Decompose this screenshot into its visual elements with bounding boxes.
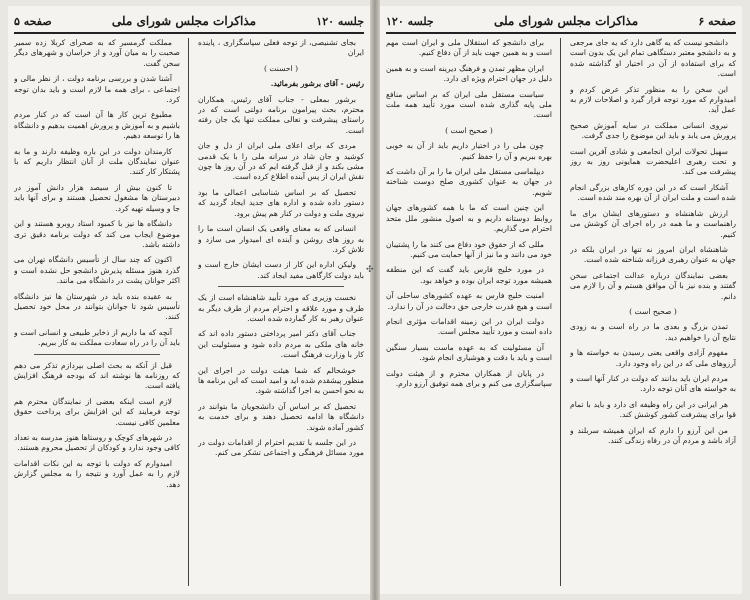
paragraph: سیاست مستقل ملی ایران که بر اساس منافع ملی پایه گذاری شده است مورد تأیید همه ملت است.	[386, 89, 552, 120]
crosshair-mark-icon: ✣	[366, 265, 374, 275]
session-label: جلسه ۱۲۰	[386, 14, 434, 28]
paragraph: در پایان از همکاران محترم و از هیئت دولت سپاسگزاری می کنم و برای همه توفیق آرزو دارم.	[386, 368, 552, 388]
paragraph: دیپلماسی مستقل ملی ایران ما را بر آن داشت که در جهان به عنوان کشوری صلح دوست شناخته شویم.	[386, 167, 552, 197]
paragraph: امنیت خلیج فارس به عهده کشورهای ساحلی آن است و هیچ قدرت خارجی حق دخالت در آن را ندارد.	[386, 291, 552, 311]
paragraph: نیروی انسانی مملکت در سایه آموزش صحیح پرورش می یابد و باید این موضوع را جدی گرفت.	[570, 120, 736, 141]
page-header	[14, 10, 364, 34]
paragraph: برشور بمعلی - جناب آقای رئیس، همکاران محترم، بحث پیرامون برنامه دولتی است که در راستای پیشرفت و تعالی مملکت تنها یک جان رفته است.	[198, 94, 364, 135]
section-divider	[218, 286, 344, 287]
paragraph: شاهنشاه ایران امروز نه تنها در ایران بلکه در جهان به عنوان رهبری فرزانه شناخته شده است.	[570, 244, 736, 265]
paragraph: مردم ایران باید بدانند که دولت در کنار آنها است و به خواسته های آنان توجه دارد.	[570, 373, 736, 394]
paragraph: برای دانشجو که استقلال ملی و ایران است مهم است و به همین جهت باید از آن دفاع کنیم.	[386, 38, 552, 58]
paragraph: چون ملی را در اختیار داریم باید از آن به خوبی بهره ببریم و آن را حفظ کنیم.	[386, 141, 552, 161]
column-right	[198, 38, 364, 588]
paragraph: مملکت گرمسیر که به صحرای کربلا زده سمیر صحبت را به میان آورد و از خراسان و شهرهای دیگر سخن گفت.	[14, 38, 180, 68]
paragraph: لازم است اینکه بعضی از نمایندگان محترم هم توجه فرمایند که این افزایش برای پرداخت حقوق معلمین کافی نیست.	[14, 396, 180, 427]
paragraph: تحصیل که بر اساس آن دانشجویان ما بتوانند در دانشگاه ها ادامه تحصیل دهند و برای خدمت به کشور آماده شوند.	[198, 401, 364, 432]
interjection: ( صحیح است )	[445, 125, 493, 135]
page-title: مذاکرات مجلس شورای ملی	[111, 14, 257, 28]
column-left	[386, 38, 552, 588]
paragraph: امیدوارم که دولت با توجه به این نکات اقدامات لازم را به عمل آورد و نتیجه را به مجلس گزارش دهد.	[14, 458, 180, 489]
paragraph: آشکار است که در این دوره کارهای بزرگی انجام شده است و ملت ایران از آن بهره مند شده است.	[570, 182, 736, 203]
column-rule	[560, 38, 561, 586]
interjection: ( صحیح است )	[629, 306, 677, 316]
paragraph: مللی که از حقوق خود دفاع می کنند ما را پشتیبان خود می دانند و ما نیز از آنها حمایت می کنیم.	[386, 239, 552, 259]
paragraph: ایران مظهر تمدن و فرهنگ دیرینه است و به همین دلیل در جهان احترام ویژه ای دارد.	[386, 63, 552, 84]
paragraph: تحصیل که بر اساس شناسایی اعمالی ما بود دستور داده شده و اداره های جدید ایجاد گردید که نیروی ملت و دولت در کنار هم پیش برود.	[198, 187, 364, 218]
interjection: ( احسنت )	[263, 63, 299, 73]
paragraph: این سخن را به منظور تذکر عرض کردم و امیدوارم که مورد توجه قرار گیرد و اصلاحات لازم به عمل آید.	[570, 84, 736, 115]
paragraph: این چنین است که ما با همه کشورهای جهان روابط دوستانه داریم و به اصول منشور ملل متحد احترام می گذاریم.	[386, 203, 552, 234]
paragraph: خوشحالم که شما هیئت دولت در اجرای این منظور پیشقدم شده اید و امید است که این برنامه ها به نحو احسن به اجرا گذاشته شود.	[198, 365, 364, 396]
paragraph: انسانی که به معنای واقعی یک انسان است ما را به روز های روشن و آینده ای امیدوار می سازد و تلاش کرد.	[198, 224, 364, 254]
paragraph: بعضی نمایندگان درباره عدالت اجتماعی سخن گفتند و بنده نیز با آن موافق هستم و آن را لازم می دانم.	[570, 270, 736, 301]
section-divider	[34, 354, 160, 355]
paragraph: قبل از آنکه به بحث اصلی بپردازم تذکر می دهم که روزنامه ها نوشته اند که بودجه فرهنگ افزایش یافته است.	[14, 360, 180, 391]
page-title: مذاکرات مجلس شورای ملی	[493, 14, 639, 28]
paragraph: دولت ایران در این زمینه اقدامات مؤثری انجام داده است و مورد تأیید مجلس است.	[386, 316, 552, 337]
paragraph: تا کنون بیش از سیصد هزار دانش آموز در دبیرستان ها مشغول تحصیل هستند و برای آنها باید جا و وسیله تهیه کرد.	[14, 182, 180, 213]
paragraph: آن مسئولیت که به عهده ماست بسیار سنگین است و باید با دقت و هوشیاری انجام شود.	[386, 342, 552, 363]
paragraph: نخست وزیری که مورد تأیید شاهنشاه است از یک طرف و مورد علاقه و احترام مردم از طرف دیگر به عنوان رهبر به کار گمارده شده است.	[198, 293, 364, 323]
paragraph: تمدن بزرگ و بعدی ما در راه است و به زودی نتایج آن را خواهیم دید.	[570, 322, 736, 342]
column-rule	[188, 38, 189, 586]
page-number: صفحه ۵	[14, 14, 52, 28]
paragraph: بجای تشنیصی، از توجه فعلی سپاسگزاری ، پاینده ایران	[198, 38, 364, 58]
column-right	[570, 38, 736, 588]
speaker-line: رئیس - آقای برشور بفرمائید.	[270, 79, 364, 89]
paragraph: مفهوم آزادی واقعی یعنی رسیدن به خواسته ها و آرزوهای ملی که در این راه وجود دارد.	[570, 348, 736, 368]
paragraph: ولیکن اداره این کار از دست ایشان خارج است و باید دولت کارگاهی مفید ایجاد کند.	[198, 260, 364, 280]
paragraph: دانشجو نیست که یه گاهی دارد که یه جای مرجعی و به دانشجو معتبر دستگاهی تمام این یک بدون است که برای استفاده از آن در اختیار او گذاشته شده است.	[570, 38, 736, 79]
paragraph: آنچه که ما داریم از ذخایر طبیعی و انسانی است و باید آن را در راه سعادت مملکت به کار ببریم.	[14, 327, 180, 348]
paragraph: هر ایرانی در این راه وظیفه ای دارد و باید با تمام قوا برای پیشرفت کشور کوشش کند.	[570, 399, 736, 420]
paragraph: به عقیده بنده باید در شهرستان ها نیز دانشگاه تأسیس شود تا جوانان بتوانند در محل خود تحصیل کنند.	[14, 291, 180, 322]
paragraph: آشنا شدن و بررسی برنامه دولت ، از نظر مالی و اجتماعی ، برای همه ما لازم است و باید بدان توجه کرد.	[14, 74, 180, 105]
paragraph: در مورد خلیج فارس باید گفت که این منطقه همیشه مورد توجه ایران بوده و خواهد بود.	[386, 265, 552, 285]
page-header	[386, 10, 736, 34]
paragraph: در این جلسه با تقدیم احترام از اقدامات دولت در مورد مسائل فرهنگی و اجتماعی تشکر می کنم.	[198, 438, 364, 458]
paragraph: کارمندان دولت در این باره وظیفه دارند و ما به عنوان نمایندگان ملت از آنان انتظار داریم که با پشتکار کار کنند.	[14, 146, 180, 177]
paragraph: جناب آقای دکتر امیر پرداختی دستور داده اند که خانه های ملکی به مردم داده شود و مسئولیت این کار با وزارت فرهنگ است.	[198, 329, 364, 360]
session-label: جلسه ۱۲۰	[316, 14, 364, 28]
page-number: صفحه ۶	[698, 14, 736, 28]
paragraph: سهیل تحولات ایران انجامعی و شادی آفرین است و تحت رهبری اعلیحضرت همایونی روز به روز پیشرفت می کند.	[570, 146, 736, 177]
paragraph: ارزش شاهنشاه و دستورهای ایشان برای ما راهنماست و ما همه در راه اجرای آن کوشش می کنیم.	[570, 208, 736, 239]
paragraph: مطبوع ترین کار ها آن است که در کنار مردم باشیم و به آموزش و پرورش اهمیت بدهیم و دانشگاه ها را توسعه دهیم.	[14, 110, 180, 141]
paragraph: من این آرزو را دارم که ایران همیشه سربلند و آزاد باشد و مردم آن در رفاه زندگی کنند.	[570, 425, 736, 445]
paragraph: مردی که برای اعلای ملی ایران از دل و جان کوشید و جان شاد در سرانه ملی را با یک قدمی مشی بکند و از قبل گرفته ایم که در آن روز ها چون نقش ایران از پس آینده اطلاع کرده است.	[198, 141, 364, 182]
paragraph: در شهرهای کوچک و روستاها هنوز مدرسه به تعداد کافی وجود ندارد و کودکان از تحصیل محروم هستند.	[14, 433, 180, 453]
page-5	[8, 6, 370, 594]
page-6	[380, 6, 742, 594]
paragraph: اکنون که چند سال از تأسیس دانشگاه تهران می گذرد هنوز مسئله پذیرش دانشجو حل نشده است و اکثر جوانان پشت در دانشگاه می مانند.	[14, 255, 180, 286]
column-left	[14, 38, 180, 588]
book-gutter	[370, 0, 380, 600]
paragraph: دانشگاه ها نیز با کمبود استاد روبرو هستند و این موضوع ایجاب می کند که دولت برنامه دقیق تری داشته باشد.	[14, 219, 180, 249]
